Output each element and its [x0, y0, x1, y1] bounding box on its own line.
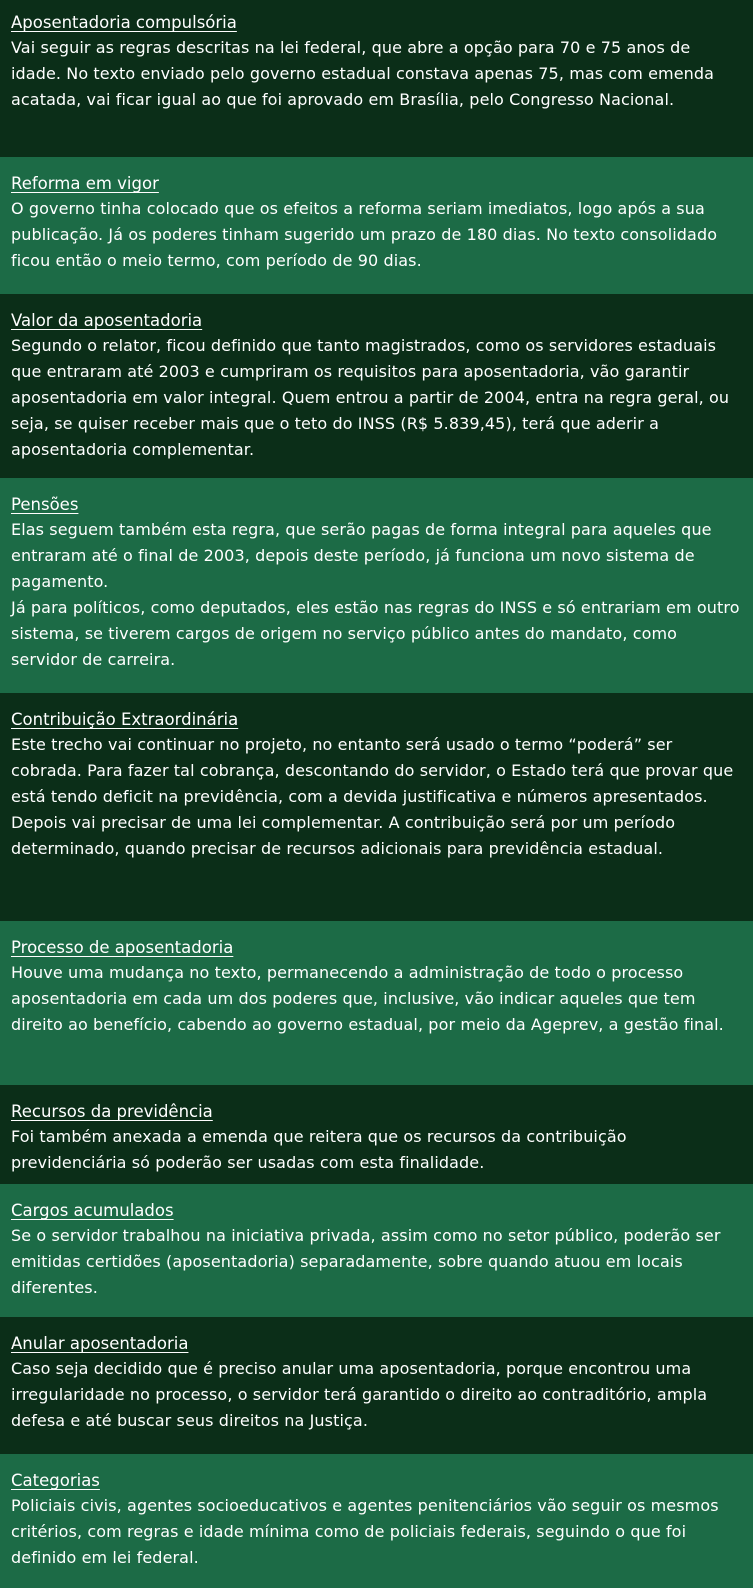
section-paragraph: O governo tinha colocado que os efeitos a reforma seriam imediatos, logo após a sua publicação. Já os poderes tinham sugerido um prazo de 180 dias. No texto consolidado ficou então o meio termo, com período de 90 dias. — [11, 199, 718, 270]
section-body — [11, 517, 745, 673]
section-title: Processo de aposentadoria — [11, 938, 234, 957]
section-title: Reforma em vigor — [11, 174, 159, 193]
section-paragraph: Este trecho vai continuar no projeto, no entanto será usado o termo “poderá” ser cobrada. Para fazer tal cobrança, descontando do servidor, o Estado terá que provar que está tendo deficit na previdência, com a devida justificativa e números apresentados. — [11, 735, 734, 806]
section-paragraph: Foi também anexada a emenda que reitera que os recursos da contribuição previdenciária só poderão ser usadas com esta finalidade. — [11, 1127, 627, 1172]
section-1 — [0, 0, 753, 157]
section-body — [11, 1223, 745, 1301]
section-paragraph: Houve uma mudança no texto, permanecendo a administração de todo o processo aposentadoria em cada um dos poderes que, inclusive, vão indicar aqueles que tem direito ao benefício, cabendo ao governo estadual, por meio da Ageprev, a gestão final. — [11, 963, 724, 1034]
section-body — [11, 1493, 745, 1571]
section-body — [11, 1124, 745, 1176]
section-9 — [0, 1317, 753, 1454]
section-4 — [0, 478, 753, 693]
section-paragraph: Policiais civis, agentes socioeducativos e agentes penitenciários vão seguir os mesmos critérios, com regras e idade mínima como de policiais federais, seguindo o que foi definido em lei federal. — [11, 1496, 719, 1567]
section-title: Valor da aposentadoria — [11, 311, 203, 330]
section-title: Anular aposentadoria — [11, 1334, 189, 1353]
section-title: Cargos acumulados — [11, 1201, 174, 1220]
section-paragraph: Já para políticos, como deputados, eles estão nas regras do INSS e só entrariam em outro sistema, se tiverem cargos de origem no serviço público antes do mandato, como servidor de carreira. — [11, 598, 740, 669]
section-title: Recursos da previdência — [11, 1102, 213, 1121]
section-8 — [0, 1184, 753, 1317]
section-body — [11, 333, 745, 463]
section-5 — [0, 693, 753, 921]
section-body — [11, 35, 745, 113]
section-6 — [0, 921, 753, 1085]
section-paragraph: Caso seja decidido que é preciso anular uma aposentadoria, porque encontrou uma irregularidade no processo, o servidor terá garantido o direito ao contraditório, ampla defesa e até buscar seus direitos na Justiça. — [11, 1359, 708, 1430]
section-paragraph: Vai seguir as regras descritas na lei federal, que abre a opção para 70 e 75 anos de idade. No texto enviado pelo governo estadual constava apenas 75, mas com emenda acatada, vai ficar igual ao que foi aprovado em Brasília, pelo Congresso Nacional. — [11, 38, 715, 109]
section-paragraph: Segundo o relator, ficou definido que tanto magistrados, como os servidores estaduais que entraram até 2003 e cumpriram os requisitos para aposentadoria, vão garantir aposentadoria em valor integral. Quem entrou a partir de 2004, entra na regra geral, ou seja, se quiser receber mais que o teto do INSS (R$ 5.839,45), terá que aderir a aposentadoria complementar. — [11, 336, 730, 459]
section-paragraph: Elas seguem também esta regra, que serão pagas de forma integral para aqueles que entraram até o final de 2003, depois deste período, já funciona um novo sistema de pagamento. — [11, 520, 712, 591]
section-10 — [0, 1454, 753, 1588]
section-title: Aposentadoria compulsória — [11, 13, 237, 32]
section-2 — [0, 157, 753, 294]
section-title: Categorias — [11, 1471, 100, 1490]
section-body — [11, 960, 745, 1038]
section-body — [11, 732, 745, 862]
section-title: Contribuição Extraordinária — [11, 710, 239, 729]
section-paragraph: Se o servidor trabalhou na iniciativa privada, assim como no setor público, poderão ser emitidas certidões (aposentadoria) separadamente, sobre quando atuou em locais diferentes. — [11, 1226, 721, 1297]
section-3 — [0, 294, 753, 478]
section-7 — [0, 1085, 753, 1184]
section-title: Pensões — [11, 495, 79, 514]
section-paragraph: Depois vai precisar de uma lei complementar. A contribuição será por um período determinado, quando precisar de recursos adicionais para previdência estadual. — [11, 813, 676, 858]
section-body — [11, 1356, 745, 1434]
section-body — [11, 196, 745, 274]
